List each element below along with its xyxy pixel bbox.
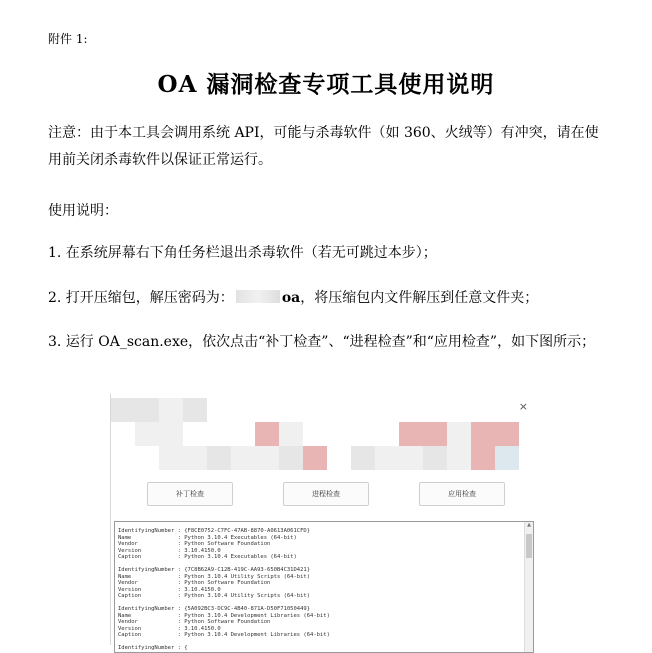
blur-tile: [111, 398, 135, 422]
usage-heading: 使用说明：: [48, 203, 118, 219]
document-title: OA 漏洞检查专项工具使用说明: [157, 71, 495, 98]
blur-tile: [423, 422, 447, 446]
blur-tile: [375, 446, 399, 470]
blur-tile: [399, 446, 423, 470]
output-textarea[interactable]: [114, 521, 534, 653]
step-1: 1. 在系统屏幕右下角任务栏退出杀毒软件（若无可跳过本步）；: [48, 245, 437, 261]
blur-tile: [183, 446, 207, 470]
blur-tile: [183, 398, 207, 422]
blur-tile: [159, 398, 183, 422]
blur-tile: [159, 446, 183, 470]
step-3: 3. 运行 OA_scan.exe，依次点击“补丁检查”、“进程检查”和“应用检查”，如下图所示；: [48, 334, 596, 350]
tool-screenshot: [110, 394, 534, 651]
blur-tile: [255, 422, 279, 446]
button-row: [111, 482, 534, 510]
blur-tile: [135, 422, 159, 446]
scroll-up-icon[interactable]: ▲: [527, 522, 531, 528]
blur-tile: [423, 446, 447, 470]
blur-tile: [447, 446, 471, 470]
blur-tile: [495, 422, 519, 446]
blur-tile: [303, 446, 327, 470]
scroll-thumb[interactable]: [526, 534, 532, 558]
blur-tile: [495, 446, 519, 470]
password-suffix: oa: [281, 290, 301, 306]
blur-tile: [231, 446, 255, 470]
blur-tile: [351, 446, 375, 470]
blur-tile: [471, 446, 495, 470]
step-2-suffix: ，将压缩包内文件解压到任意文件夹；: [300, 290, 539, 306]
blur-tile: [471, 422, 495, 446]
output-text: IdentifyingNumber : {F8CE0752-C7FC-47AB-8870-A0613A061CFD} Name : Python 3.10.4 Executables (64-bit) Vendor : Python Software Foundation Version : 3.10.4150.0 Caption : Python 3.10.4 Executables (64-bit) IdentifyingNumber : {7C8B62A9-C12B-419C-AA93-650B4C31D421} Name : Python 3.10.4 Utility Scripts (64-bit) Vendor : Python Software Foundation Version : 3.10.4150.0 Caption : Python 3.10.4 Utility Scripts (64-bit) IdentifyingNumber : {5A092BC3-DC9C-4B40-871A-D50F71050449} Name : Python 3.10.4 Development Libraries (64-bit) Vendor : Python Software Foundation Version : 3.10.4150.0 Caption : Python 3.10.4 Development Libraries (64-bit) IdentifyingNumber : {: [118, 528, 330, 651]
blur-tile: [159, 422, 183, 446]
blur-tile: [255, 446, 279, 470]
scrollbar[interactable]: [524, 522, 533, 652]
patch-check-button[interactable]: 补丁检查: [147, 482, 233, 506]
close-icon[interactable]: ×: [518, 400, 528, 413]
blurred-header: [111, 398, 521, 472]
note-paragraph: 注意：由于本工具会调用系统 API，可能与杀毒软件（如 360、火绒等）有冲突，请在使用前关闭杀毒软件以保证正常运行。: [48, 125, 599, 168]
blur-tile: [279, 422, 303, 446]
step-2-prefix: 2. 打开压缩包，解压密码为：: [48, 290, 234, 306]
app-check-button[interactable]: 应用检查: [419, 482, 505, 506]
redacted-password: [236, 290, 280, 303]
attachment-label: 附件 1:: [48, 32, 88, 46]
blur-tile: [207, 446, 231, 470]
blur-tile: [399, 422, 423, 446]
blur-tile: [279, 446, 303, 470]
step-2: [48, 285, 608, 312]
blur-tile: [135, 398, 159, 422]
blur-tile: [447, 422, 471, 446]
process-check-button[interactable]: 进程检查: [283, 482, 369, 506]
